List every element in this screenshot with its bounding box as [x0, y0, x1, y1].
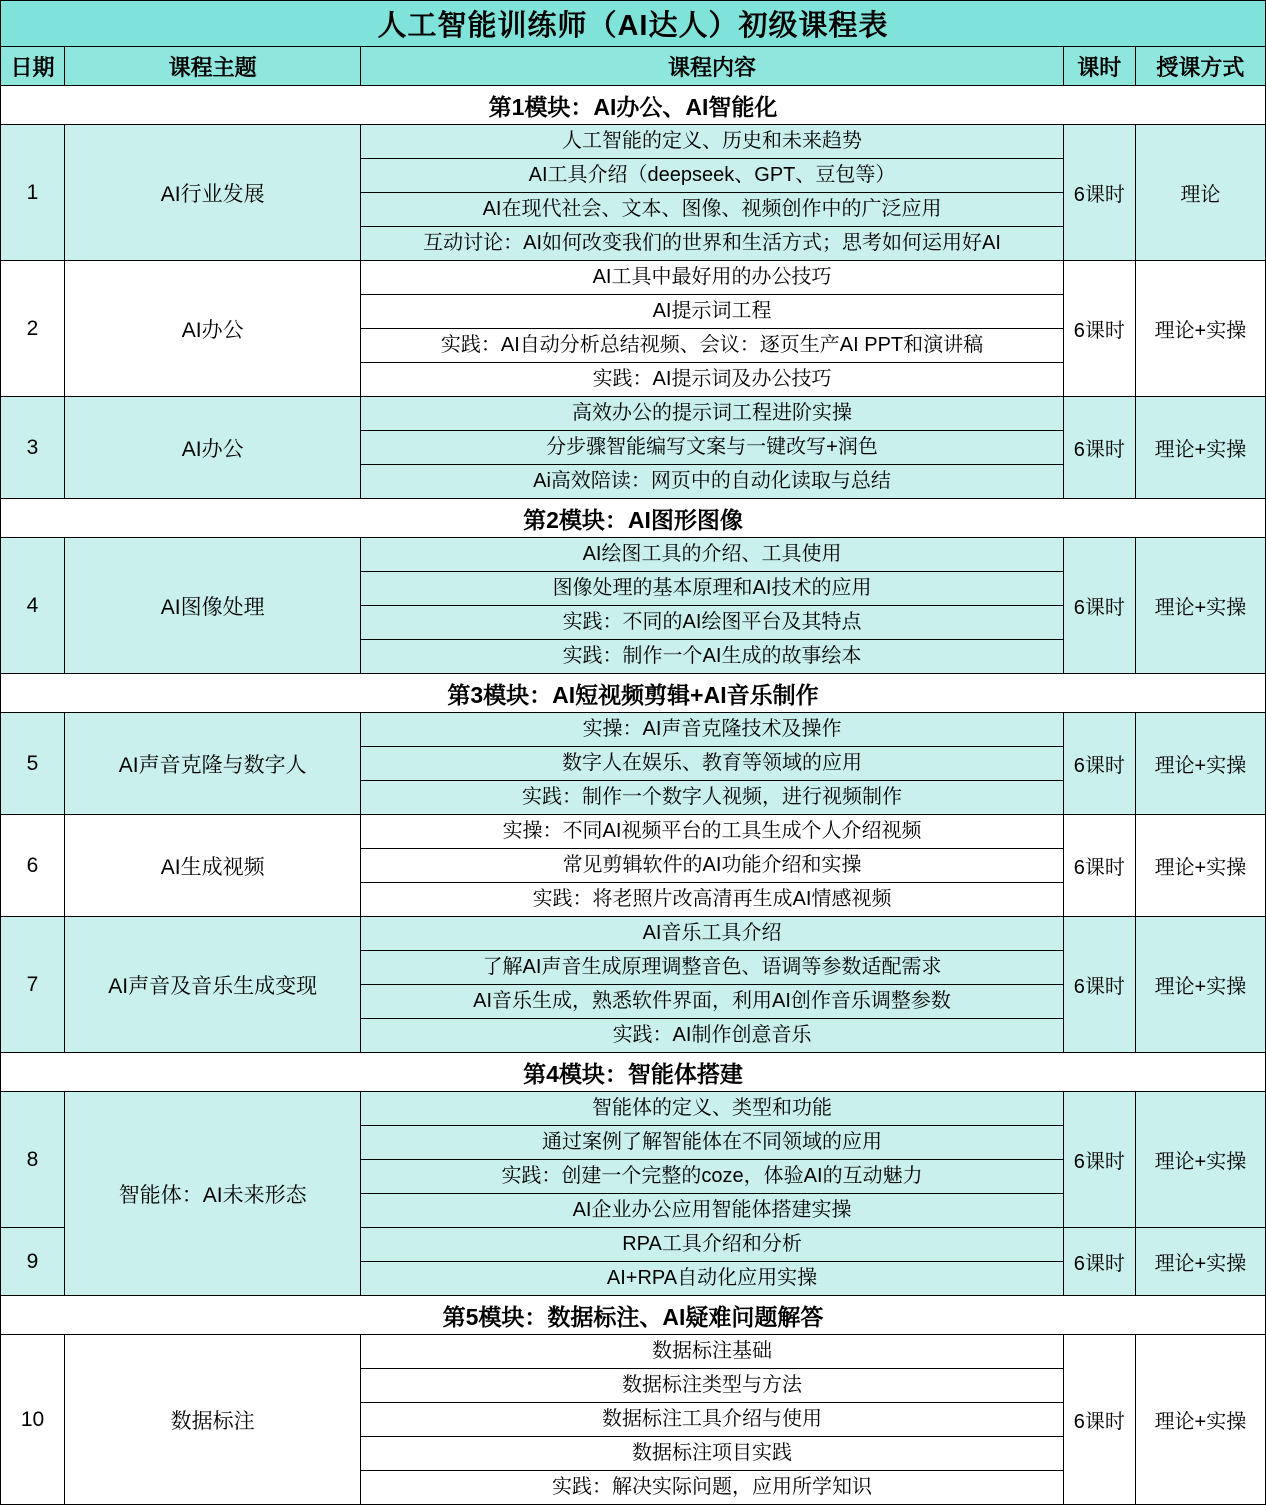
class-hours: 6课时 [1063, 1335, 1135, 1505]
table-row [1, 1335, 1266, 1505]
content-line: 实践：将老照片改高清再生成AI情感视频 [532, 888, 892, 910]
day-number: 9 [1, 1228, 65, 1296]
content-line-list [361, 1228, 1063, 1295]
content-line-list [361, 1335, 1063, 1504]
content-line: 实践：创建一个完整的coze，体验AI的互动魅力 [361, 1160, 1063, 1194]
table-row [1, 815, 1266, 917]
teaching-mode: 理论+实操 [1135, 261, 1265, 397]
class-hours: 6课时 [1063, 538, 1135, 674]
content-line-list [361, 713, 1063, 814]
column-header: 课程内容 [361, 47, 1064, 86]
content-line: 实践：不同的AI绘图平台及其特点 [361, 606, 1063, 640]
content-line: 实操：不同AI视频平台的工具生成个人介绍视频 [361, 815, 1063, 849]
module-heading-row [1, 86, 1266, 125]
content-line-list [361, 815, 1063, 916]
document-title: 人工智能训练师（AI达人）初级课程表 [1, 1, 1266, 47]
table-row [1, 917, 1266, 1053]
content-line: 数据标注基础 [361, 1335, 1063, 1369]
teaching-mode: 理论+实操 [1135, 815, 1265, 917]
content-line: 通过案例了解智能体在不同领域的应用 [361, 1126, 1063, 1160]
day-number: 8 [1, 1092, 65, 1228]
class-hours: 6课时 [1063, 1228, 1135, 1296]
class-hours: 6课时 [1063, 125, 1135, 261]
document-title-row [1, 1, 1266, 47]
content-line: 数据标注类型与方法 [361, 1369, 1063, 1403]
content-line: RPA工具介绍和分析 [361, 1228, 1063, 1262]
day-number: 1 [1, 125, 65, 261]
column-header: 课程主题 [65, 47, 361, 86]
course-topic: AI生成视频 [65, 815, 361, 917]
column-header: 授课方式 [1135, 47, 1265, 86]
content-line-list [361, 125, 1063, 260]
content-line: 分步骤智能编写文案与一键改写+润色 [361, 431, 1063, 465]
course-topic: AI办公 [65, 397, 361, 499]
day-number: 4 [1, 538, 65, 674]
teaching-mode: 理论+实操 [1135, 1092, 1265, 1228]
content-line: 数据标注项目实践 [361, 1437, 1063, 1471]
course-content [361, 713, 1064, 815]
table-row [1, 261, 1266, 397]
teaching-mode: 理论+实操 [1135, 713, 1265, 815]
table-row [1, 713, 1266, 815]
teaching-mode: 理论+实操 [1135, 917, 1265, 1053]
class-hours: 6课时 [1063, 815, 1135, 917]
content-line: AI音乐生成，熟悉软件界面，利用AI创作音乐调整参数 [361, 985, 1063, 1019]
course-topic: AI办公 [65, 261, 361, 397]
class-hours: 6课时 [1063, 1092, 1135, 1228]
course-topic: AI图像处理 [65, 538, 361, 674]
course-content [361, 815, 1064, 917]
content-line: 智能体的定义、类型和功能 [361, 1092, 1063, 1126]
table-row [1, 125, 1266, 261]
content-line-list [361, 397, 1063, 498]
content-line-list [361, 917, 1063, 1052]
content-line-list [361, 1092, 1063, 1227]
course-content [361, 917, 1064, 1053]
day-number: 10 [1, 1335, 65, 1505]
course-content [361, 538, 1064, 674]
content-line: AI提示词工程 [361, 295, 1063, 329]
content-line: 了解AI声音生成原理调整音色、语调等参数适配需求 [361, 951, 1063, 985]
content-line: 高效办公的提示词工程进阶实操 [361, 397, 1063, 431]
content-line: Ai高效陪读：网页中的自动化读取与总结 [533, 470, 891, 492]
course-content [361, 1335, 1064, 1505]
module-heading: 第1模块：AI办公、AI智能化 [1, 86, 1266, 125]
content-line: 数字人在娱乐、教育等领域的应用 [361, 747, 1063, 781]
table-header-row [1, 47, 1266, 86]
module-heading-row [1, 1053, 1266, 1092]
schedule-body [1, 1, 1266, 1505]
content-line: 图像处理的基本原理和AI技术的应用 [361, 572, 1063, 606]
course-topic: AI行业发展 [65, 125, 361, 261]
content-line: AI工具介绍（deepseek、GPT、豆包等） [361, 159, 1063, 193]
module-heading: 第3模块：AI短视频剪辑+AI音乐制作 [1, 674, 1266, 713]
course-topic: AI声音克隆与数字人 [65, 713, 361, 815]
class-hours: 6课时 [1063, 261, 1135, 397]
class-hours: 6课时 [1063, 713, 1135, 815]
course-content [361, 1092, 1064, 1228]
module-heading-row [1, 499, 1266, 538]
module-heading-row [1, 1296, 1266, 1335]
day-number: 2 [1, 261, 65, 397]
column-header: 课时 [1063, 47, 1135, 86]
course-content [361, 397, 1064, 499]
teaching-mode: 理论+实操 [1135, 538, 1265, 674]
module-heading-row [1, 674, 1266, 713]
course-content [361, 125, 1064, 261]
column-header: 日期 [1, 47, 65, 86]
content-line: 实践：AI制作创意音乐 [612, 1024, 812, 1046]
content-line: AI在现代社会、文本、图像、视频创作中的广泛应用 [361, 193, 1063, 227]
day-number: 6 [1, 815, 65, 917]
content-line: 实践：解决实际问题，应用所学知识 [552, 1476, 873, 1498]
content-line: AI工具中最好用的办公技巧 [361, 261, 1063, 295]
table-row [1, 1092, 1266, 1228]
content-line: 实践：制作一个数字人视频，进行视频制作 [522, 786, 903, 808]
class-hours: 6课时 [1063, 917, 1135, 1053]
content-line-list [361, 538, 1063, 673]
content-line: 实操：AI声音克隆技术及操作 [361, 713, 1063, 747]
course-topic: 智能体：AI未来形态 [65, 1092, 361, 1296]
content-line: 人工智能的定义、历史和未来趋势 [361, 125, 1063, 159]
content-line: 实践：AI自动分析总结视频、会议：逐页生产AI PPT和演讲稿 [361, 329, 1063, 363]
content-line: 实践：AI提示词及办公技巧 [592, 368, 832, 390]
content-line: 数据标注工具介绍与使用 [361, 1403, 1063, 1437]
content-line: 互动讨论：AI如何改变我们的世界和生活方式；思考如何运用好AI [423, 232, 1001, 254]
table-row [1, 538, 1266, 674]
class-hours: 6课时 [1063, 397, 1135, 499]
teaching-mode: 理论 [1135, 125, 1265, 261]
table-row [1, 397, 1266, 499]
course-topic: 数据标注 [65, 1335, 361, 1505]
day-number: 3 [1, 397, 65, 499]
content-line: 实践：制作一个AI生成的故事绘本 [562, 645, 862, 667]
content-line-list [361, 261, 1063, 396]
day-number: 7 [1, 917, 65, 1053]
content-line: AI绘图工具的介绍、工具使用 [361, 538, 1063, 572]
course-content [361, 261, 1064, 397]
course-topic: AI声音及音乐生成变现 [65, 917, 361, 1053]
content-line: AI音乐工具介绍 [361, 917, 1063, 951]
content-line: 常见剪辑软件的AI功能介绍和实操 [361, 849, 1063, 883]
teaching-mode: 理论+实操 [1135, 1228, 1265, 1296]
module-heading: 第5模块：数据标注、AI疑难问题解答 [1, 1296, 1266, 1335]
course-content [361, 1228, 1064, 1296]
module-heading: 第2模块：AI图形图像 [1, 499, 1266, 538]
content-line: AI+RPA自动化应用实操 [606, 1267, 818, 1289]
day-number: 5 [1, 713, 65, 815]
teaching-mode: 理论+实操 [1135, 1335, 1265, 1505]
content-line: AI企业办公应用智能体搭建实操 [572, 1199, 852, 1221]
teaching-mode: 理论+实操 [1135, 397, 1265, 499]
module-heading: 第4模块：智能体搭建 [1, 1053, 1266, 1092]
